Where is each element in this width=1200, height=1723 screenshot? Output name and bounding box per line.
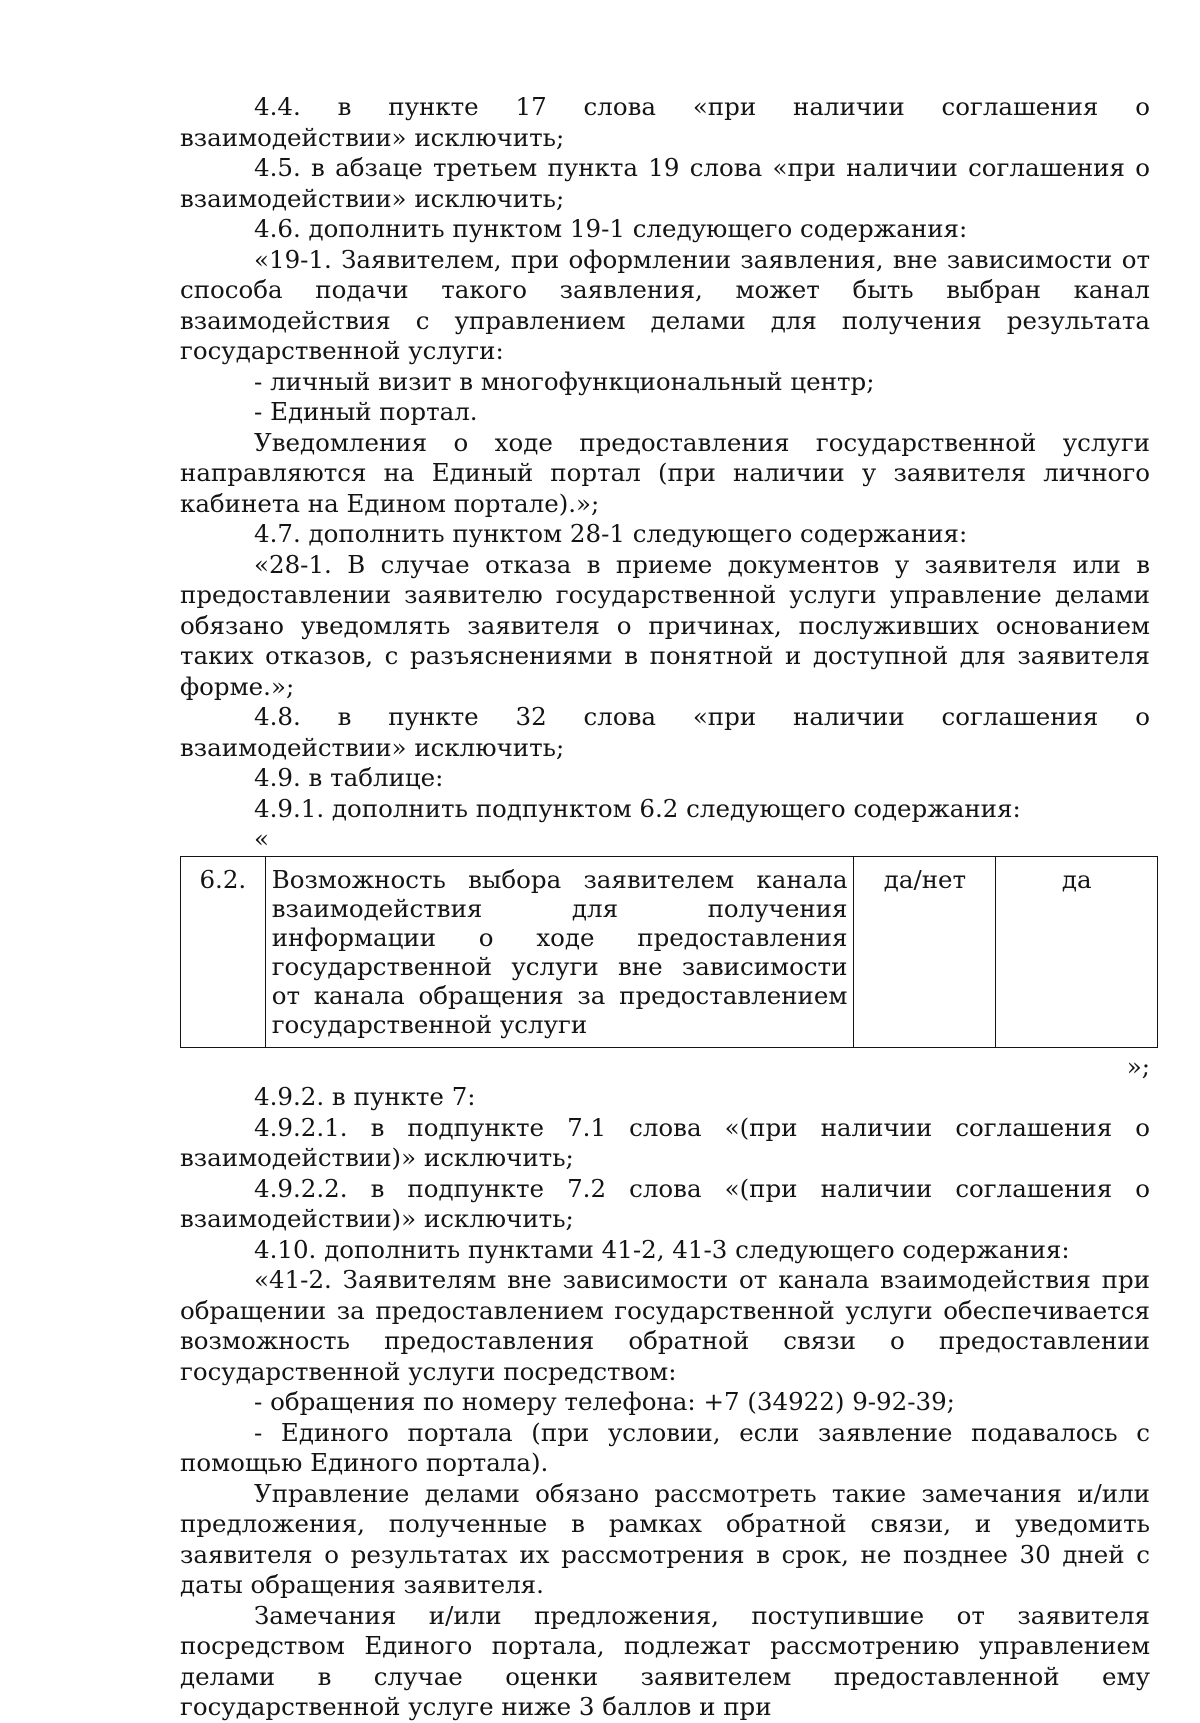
paragraph: 4.10. дополнить пунктами 41-2, 41-3 следующего содержания: [254, 1234, 1070, 1264]
paragraph: 4.9.2. в пункте 7: [254, 1082, 476, 1111]
paragraph: 4.6. дополнить пунктом 19-1 следующего содержания: [254, 214, 968, 243]
paragraph: 4.5. в абзаце третьем пункта 19 слова «при наличии соглашения о взаимодействии» исключить; [180, 153, 1150, 213]
paragraph: 4.8. в пункте 32 слова «при наличии соглашения о взаимодействии» исключить; [180, 702, 1150, 762]
indicator-table [180, 856, 1158, 1048]
row-value-cell: да [996, 857, 1158, 1048]
paragraph: - обращения по номеру телефона: +7 (34922) 9-92-39; [254, 1387, 955, 1416]
paragraph: «41-2. Заявителям вне зависимости от канала взаимодействия при обращении за предоставлением государственной услуги обеспечивается возможность предоставления обратной связи о предоставлении государственной услуги посредством: [180, 1265, 1150, 1386]
paragraphs-after [180, 1082, 1150, 1723]
paragraph: Уведомления о ходе предоставления государственной услуги направляются на Единый портал (при наличии у заявителя личного кабинета на Едином портале).»; [180, 427, 1150, 518]
paragraph: 4.9. в таблице: [254, 763, 444, 792]
paragraph: 4.9.1. дополнить подпунктом 6.2 следующего содержания: [254, 793, 1021, 823]
paragraph: 4.9.2.1. в подпункте 7.1 слова «(при наличии соглашения о взаимодействии)» исключить; [180, 1112, 1150, 1172]
paragraph: Управление делами обязано рассмотреть такие замечания и/или предложения, полученные в рамках обратной связи, и уведомить заявителя о результатах их рассмотрения в срок, не позднее 30 дней с даты обращения заявителя. [180, 1478, 1150, 1599]
paragraph: Замечания и/или предложения, поступившие от заявителя посредством Единого портала, подлежат рассмотрению управлением делами в случае оценки заявителем предоставленной ему государственной услуге ниже 3 баллов и при [180, 1600, 1150, 1721]
paragraph: «19-1. Заявителем, при оформлении заявления, вне зависимости от способа подачи такого заявления, может быть выбран канал взаимодействия с управлением делами для получения результата государственной услуги: [180, 244, 1150, 365]
paragraph: 4.4. в пункте 17 слова «при наличии соглашения о взаимодействии» исключить; [180, 92, 1150, 152]
document-page [180, 92, 1150, 1723]
row-description-cell: Возможность выбора заявителем канала взаимодействия для получения информации о ходе предоставления государственной услуги вне зависимости от канала обращения за предоставлением государственной услуги [265, 857, 854, 1048]
paragraph: - Единого портала (при условии, если заявление подавалось с помощью Единого портала). [180, 1417, 1150, 1477]
paragraphs-before [180, 92, 1150, 824]
paragraph: 4.9.2.2. в подпункте 7.2 слова «(при наличии соглашения о взаимодействии)» исключить; [180, 1173, 1150, 1233]
row-number-cell: 6.2. [181, 857, 266, 1048]
row-unit-cell: да/нет [854, 857, 996, 1048]
paragraph: 4.7. дополнить пунктом 28-1 следующего содержания: [254, 519, 968, 548]
table-row [181, 857, 1158, 1048]
quote-close-mark: »; [1126, 1052, 1150, 1081]
paragraph: - личный визит в многофункциональный центр; [254, 366, 875, 396]
quote-open-mark: « [254, 824, 269, 853]
paragraph: «28-1. В случае отказа в приеме документов у заявителя или в предоставлении заявителю государственной услуги управление делами обязано уведомлять заявителя о причинах, послуживших основанием таких отказов, с разъяснениями в понятной и доступной для заявителя форме.»; [180, 549, 1150, 701]
paragraph: - Единый портал. [254, 397, 478, 426]
